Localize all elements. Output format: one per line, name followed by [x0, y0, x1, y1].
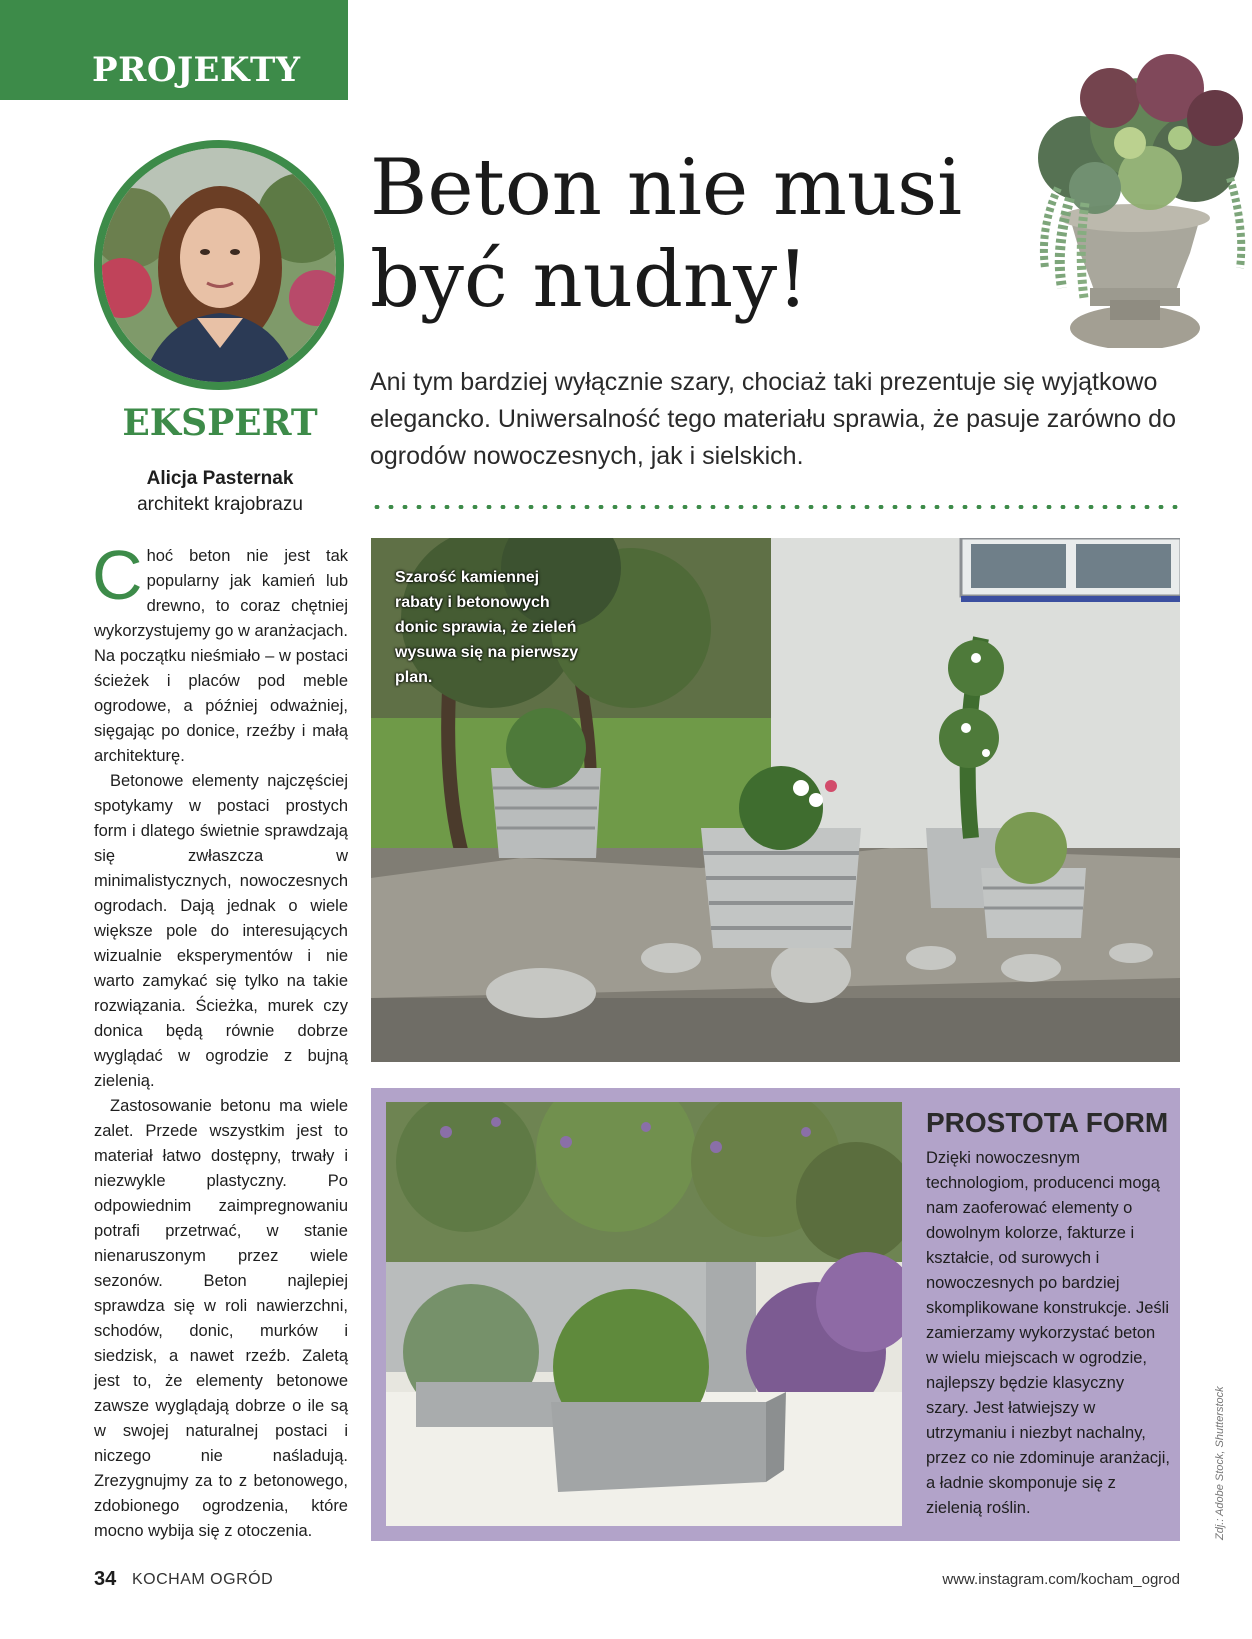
square-planters-photo [386, 1102, 902, 1526]
section-tag [0, 0, 348, 100]
sidebar-box-title: PROSTOTA FORM [926, 1107, 1169, 1138]
expert-label: EKSPERT [122, 402, 318, 444]
sidebar-box-text: Dzięki nowoczesnym technologiom, producenci mogą nam zaoferować elementy o dowolnym kolorze, fakturze i kształcie, od surowych i nowoczesnych po bardziej skomplikowane konstrukcje. Jeśli zamierzamy wykorzystać beton w wielu miejscach w ogrodzie, najlepszy będzie klasyczny szary. Jest łatwiejszy w utrzymaniu i niezbyt nachalny, przez co nie zdominuje aranżacji, a ładnie skomponuje się z zielenią roślin. [926, 1149, 1170, 1517]
photo-caption: Szarość kamiennej rabaty i betonowych donic sprawia, że zieleń wysuwa się na pierwszy plan. [395, 569, 579, 686]
footer-url[interactable]: www.instagram.com/kocham_ogrod [942, 1571, 1180, 1588]
succulent-planter-image [1000, 38, 1252, 348]
page-number: 34 [94, 1568, 117, 1590]
section-tag-label: PROJEKTY [92, 50, 301, 90]
expert-photo [94, 140, 344, 390]
dotted-divider [370, 505, 1180, 509]
photo-credit: Zdj.: Adobe Stock, Shutterstock [1214, 1386, 1226, 1540]
body-paragraph-2: Betonowe elementy najczęściej spotykamy w postaci prostych form i dlatego świetnie sprawdzają się zwłaszcza w minimalistycznych, nowoczesnych ogrodach. Dają jednak o wiele większe pole do interesujących wizualnie eksperymentów i nie warto zamykać się tylko na takie rozwiązania. Ścieżka, murek czy donica będą równie dobrze wyglądać w ogrodzie z bujną zielenią. [94, 772, 348, 1090]
expert-name: Alicja Pasternak [146, 468, 294, 489]
expert-role: architekt krajobrazu [137, 494, 303, 515]
lead-paragraph: Ani tym bardziej wyłącznie szary, chociaż taki prezentuje się wyjątkowo elegancko. Uniwersalność tego materiału sprawia, że pasuje zarówno do ogrodów nowoczesnych, jak i sielskich. [370, 368, 1176, 470]
body-paragraph-1: Choć beton nie jest tak popularny jak kamień lub drewno, to coraz chętniej wykorzystujemy go w aranżacjach. Na początku nieśmiało – w postaci ścieżek i placów pod meble ogrodowe, a później odważniej, sięgając po donice, rzeźby i małą architekturę. [92, 536, 349, 765]
body-paragraph-3: Zastosowanie betonu ma wiele zalet. Przede wszystkim jest to materiał łatwo dostępny, trwały i niezwykle plastyczny. Po odpowiednim zaimpregnowaniu potrafi przetrwać, w stanie nienaruszonym przez wiele sezonów. Beton najlepiej sprawdza się w roli nawierzchni, schodów, donic, murków i siedzisk, a nawet rzeźb. Zaletą jest to, że elementy betonowe zawsze wyglądają dobrze o ile są w swojej naturalnej postaci i niczego nie naśladują. Zrezygnujmy za to z betonowego, zdobionego ogrodzenia, które mocno wybija się z otoczenia. [94, 1097, 348, 1540]
article-body [92, 536, 349, 1544]
headline: Beton nie musi być nudny! [370, 143, 963, 325]
magazine-name: KOCHAM OGRÓD [132, 1571, 274, 1588]
dropcap: C [92, 536, 143, 614]
